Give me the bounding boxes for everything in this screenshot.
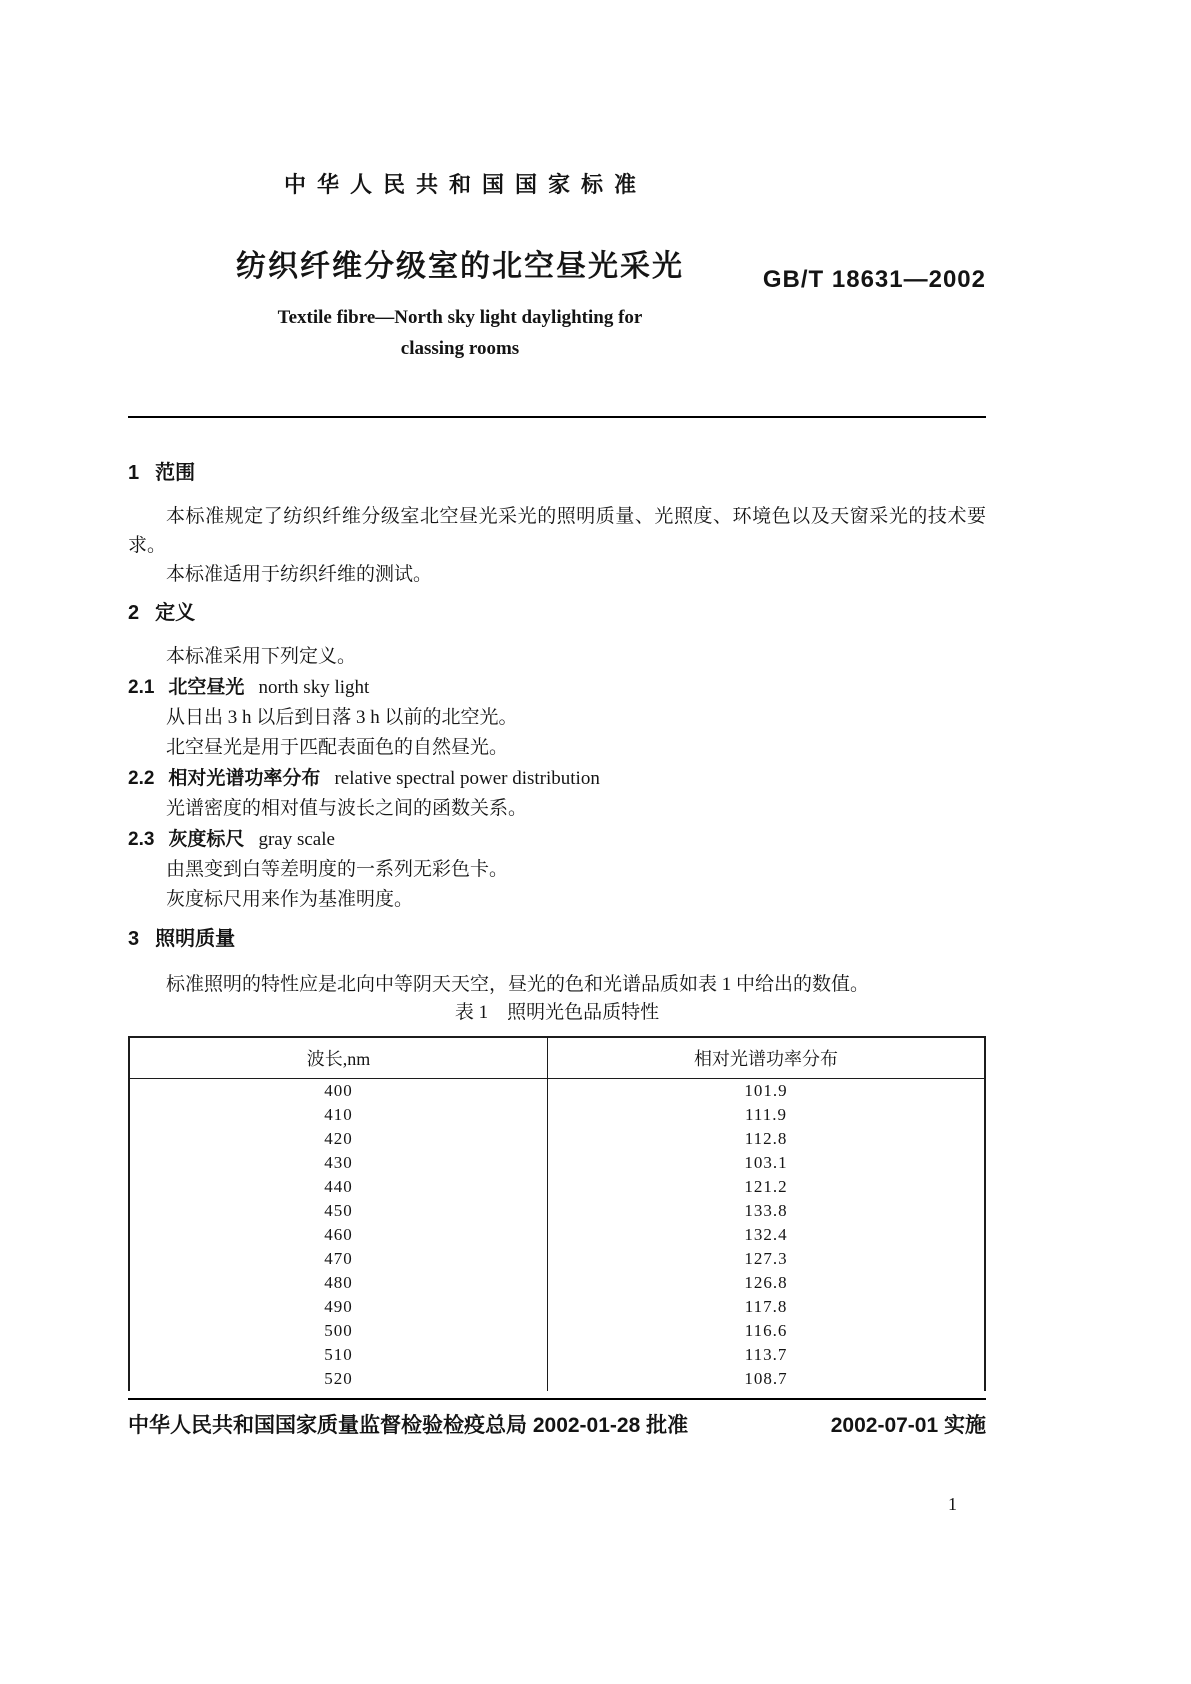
spd-column-header: 相对光谱功率分布 (548, 1037, 985, 1079)
definitions-intro: 本标准采用下列定义。 (166, 646, 357, 667)
wavelength-cell: 490 (129, 1295, 548, 1319)
table-row (129, 1367, 985, 1391)
spd-cell: 112.8 (744, 1129, 788, 1148)
table-row (129, 1295, 985, 1319)
table-row (129, 1127, 985, 1151)
wavelength-cell: 510 (129, 1343, 548, 1367)
wavelength-cell: 410 (129, 1103, 548, 1127)
wavelength-cell: 480 (129, 1271, 548, 1295)
approval-statement: 中华人民共和国国家质量监督检验检疫总局 2002-01-28 批准 (128, 1414, 689, 1437)
table-row (129, 1151, 985, 1175)
table-body (129, 1079, 985, 1392)
definition-term-cn: 北空昼光 (168, 677, 245, 698)
standard-category-label: 中华人民共和国国家标准 (283, 172, 647, 197)
spd-cell: 103.1 (744, 1153, 788, 1172)
table-header-row (129, 1037, 985, 1079)
definition-2-1 (128, 673, 986, 763)
spd-cell: 127.3 (744, 1249, 788, 1268)
spd-cell: 116.6 (744, 1321, 788, 1340)
section-scope (128, 460, 986, 589)
definition-2-3-heading (128, 825, 986, 855)
wavelength-cell: 430 (129, 1151, 548, 1175)
page-number: 1 (948, 1494, 957, 1514)
footer (128, 1398, 986, 1439)
spd-cell: 126.8 (744, 1273, 788, 1292)
table-row (129, 1079, 985, 1104)
definition-number: 2.1 (128, 677, 155, 698)
table-row (129, 1103, 985, 1127)
wavelength-cell: 470 (129, 1247, 548, 1271)
document-title-cn: 纺织纤维分级室的北空昼光采光 (236, 250, 684, 283)
table-row (129, 1343, 985, 1367)
table-row (129, 1271, 985, 1295)
wavelength-column-header: 波长,nm (129, 1037, 548, 1079)
standard-code: GB/T 18631—2002 (762, 266, 986, 293)
definition-2-2-heading (128, 764, 986, 794)
spd-cell: 111.9 (745, 1105, 788, 1124)
implementation-statement: 2002-07-01 实施 (830, 1414, 986, 1437)
section-scope-heading (128, 460, 986, 486)
spd-cell: 108.7 (744, 1369, 788, 1388)
spd-cell: 132.4 (744, 1225, 788, 1244)
section-definitions-title: 定义 (155, 602, 196, 624)
definition-number: 2.2 (128, 768, 155, 789)
document-title-en-line1: Textile fibre—North sky light daylighting for (277, 307, 643, 328)
document-header (128, 168, 986, 408)
spd-cell: 117.8 (744, 1297, 788, 1316)
wavelength-cell: 420 (129, 1127, 548, 1151)
spd-cell: 101.9 (744, 1081, 788, 1100)
table-row (129, 1199, 985, 1223)
section-lighting-number: 3 (128, 928, 140, 950)
wavelength-cell: 500 (129, 1319, 548, 1343)
definition-number: 2.3 (128, 829, 155, 850)
scope-paragraph-1: 本标准规定了纺织纤维分级室北空昼光采光的照明质量、光照度、环境色以及天窗采光的技术要求。 (128, 506, 986, 556)
table-row (129, 1223, 985, 1247)
definition-term-en: gray scale (258, 829, 335, 850)
table1 (128, 1036, 986, 1391)
section-definitions-number: 2 (128, 602, 140, 624)
header-title-group (128, 168, 792, 360)
table1-block (128, 1000, 986, 1391)
spd-cell: 121.2 (744, 1177, 788, 1196)
definition-body-line: 光谱密度的相对值与波长之间的函数关系。 (166, 798, 528, 819)
definition-term-cn: 灰度标尺 (168, 829, 245, 850)
definition-2-1-heading (128, 673, 986, 703)
definition-term-en: relative spectral power distribution (334, 768, 600, 789)
section-lighting-heading (128, 926, 986, 952)
lighting-paragraph-1: 标准照明的特性应是北向中等阴天天空，昼光的色和光谱品质如表 1 中给出的数值。 (166, 974, 870, 995)
spd-cell: 133.8 (744, 1201, 788, 1220)
spd-cell: 113.7 (744, 1345, 788, 1364)
definition-body-line: 北空昼光是用于匹配表面色的自然昼光。 (166, 737, 509, 758)
section-definitions (128, 600, 986, 915)
table-row (129, 1247, 985, 1271)
definition-body-line: 由黑变到白等差明度的一系列无彩色卡。 (166, 859, 509, 880)
definition-2-2 (128, 764, 986, 824)
wavelength-cell: 400 (129, 1079, 548, 1104)
wavelength-cell: 460 (129, 1223, 548, 1247)
table1-caption: 表 1 照明光色品质特性 (454, 1002, 660, 1023)
table-row (129, 1175, 985, 1199)
definition-term-cn: 相对光谱功率分布 (168, 768, 321, 789)
document-title-en-line2: classing rooms (400, 338, 520, 359)
definition-body-line: 从日出 3 h 以后到日落 3 h 以前的北空光。 (166, 707, 518, 728)
section-scope-number: 1 (128, 462, 140, 484)
wavelength-cell: 520 (129, 1367, 548, 1391)
wavelength-cell: 450 (129, 1199, 548, 1223)
section-scope-title: 范围 (155, 462, 196, 484)
definition-term-en: north sky light (258, 677, 370, 698)
definition-body-line: 灰度标尺用来作为基准明度。 (166, 889, 414, 910)
section-definitions-heading (128, 600, 986, 626)
definition-2-3 (128, 825, 986, 915)
header-divider (128, 416, 986, 418)
section-lighting-quality (128, 926, 986, 999)
section-lighting-title: 照明质量 (155, 928, 236, 950)
wavelength-cell: 440 (129, 1175, 548, 1199)
table-row (129, 1319, 985, 1343)
scope-paragraph-2: 本标准适用于纺织纤维的测试。 (166, 564, 433, 585)
